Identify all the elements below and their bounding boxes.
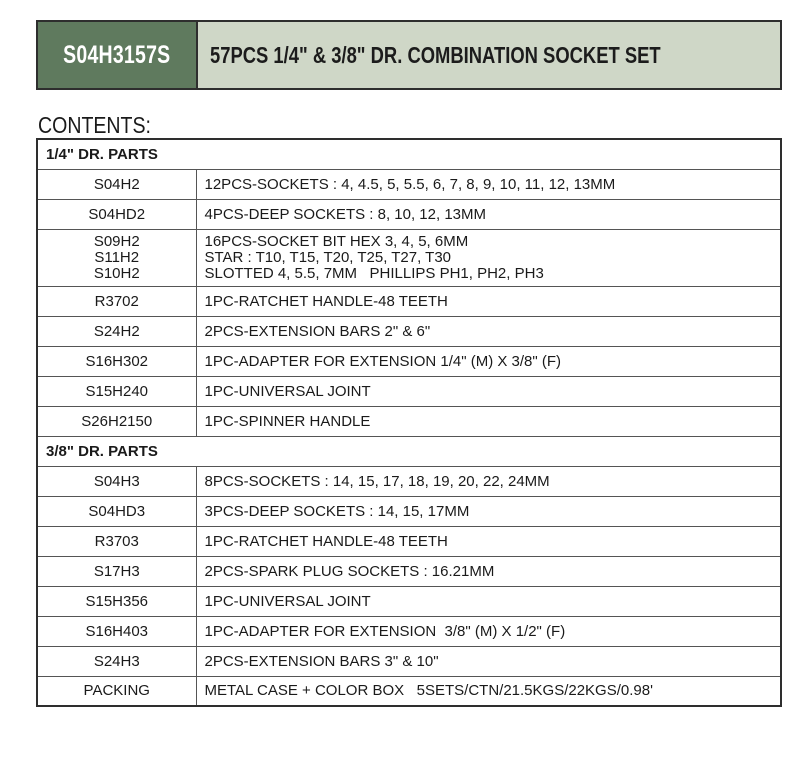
part-description-cell bbox=[196, 346, 781, 376]
part-code-cell bbox=[37, 616, 196, 646]
part-code: S10H2 bbox=[93, 264, 140, 282]
part-description-cell bbox=[196, 496, 781, 526]
table-row bbox=[37, 376, 781, 406]
part-description: 3PCS-DEEP SOCKETS : 14, 15, 17MM bbox=[204, 502, 470, 520]
part-description-cell bbox=[196, 316, 781, 346]
part-code: R3702 bbox=[94, 292, 139, 310]
table-row bbox=[37, 286, 781, 316]
part-description-cell bbox=[196, 286, 781, 316]
part-code-cell bbox=[37, 676, 196, 706]
part-code: S15H240 bbox=[85, 382, 149, 400]
part-description: 8PCS-SOCKETS : 14, 15, 17, 18, 19, 20, 22, 24MM bbox=[204, 472, 550, 490]
part-code-cell bbox=[37, 586, 196, 616]
table-row bbox=[37, 316, 781, 346]
part-code-cell bbox=[37, 556, 196, 586]
product-title: 57PCS 1/4" & 3/8" DR. COMBINATION SOCKET SET bbox=[210, 41, 661, 68]
part-code-cell bbox=[37, 286, 196, 316]
contents-label: CONTENTS: bbox=[38, 112, 151, 138]
part-description: 1PC-SPINNER HANDLE bbox=[204, 412, 371, 430]
part-code: PACKING bbox=[83, 682, 150, 700]
table-row bbox=[37, 646, 781, 676]
part-code: S04H2 bbox=[93, 175, 140, 193]
part-code: S24H3 bbox=[93, 652, 140, 670]
product-code-box bbox=[38, 22, 198, 88]
part-code-cell bbox=[37, 346, 196, 376]
part-code: S17H3 bbox=[93, 562, 140, 580]
part-code: S04HD2 bbox=[88, 205, 146, 223]
table-row bbox=[37, 496, 781, 526]
part-description-cell bbox=[196, 199, 781, 229]
part-description: 1PC-ADAPTER FOR EXTENSION 1/4" (M) X 3/8" (F) bbox=[204, 352, 562, 370]
product-title-box bbox=[198, 22, 780, 88]
part-code-cell bbox=[37, 646, 196, 676]
table-row bbox=[37, 586, 781, 616]
table-row bbox=[37, 616, 781, 646]
part-code: S09H2 bbox=[93, 232, 140, 250]
product-code: S04H3157S bbox=[63, 40, 171, 69]
part-code-cell bbox=[37, 466, 196, 496]
part-code: S16H403 bbox=[85, 622, 149, 640]
part-description: 12PCS-SOCKETS : 4, 4.5, 5, 5.5, 6, 7, 8, 9, 10, 11, 12, 13MM bbox=[204, 175, 616, 193]
part-code-cell bbox=[37, 526, 196, 556]
part-description-cell bbox=[196, 676, 781, 706]
table-row bbox=[37, 556, 781, 586]
part-code: S04HD3 bbox=[88, 502, 146, 520]
part-description: 1PC-RATCHET HANDLE-48 TEETH bbox=[204, 292, 448, 310]
part-code: S26H2150 bbox=[81, 412, 153, 430]
part-description-cell bbox=[196, 169, 781, 199]
table-row bbox=[37, 169, 781, 199]
part-description-cell bbox=[196, 526, 781, 556]
part-description: 2PCS-EXTENSION BARS 3" & 10" bbox=[204, 652, 439, 670]
part-code: S24H2 bbox=[93, 322, 140, 340]
part-code-cell bbox=[37, 169, 196, 199]
table-row bbox=[37, 526, 781, 556]
part-code-cell bbox=[37, 199, 196, 229]
part-description: METAL CASE + COLOR BOX 5SETS/CTN/21.5KGS/22KGS/0.98' bbox=[204, 682, 653, 700]
part-code: S04H3 bbox=[93, 472, 140, 490]
part-description-cell bbox=[196, 586, 781, 616]
part-description-cell bbox=[196, 646, 781, 676]
part-code-cell bbox=[37, 376, 196, 406]
part-code: R3703 bbox=[94, 532, 139, 550]
section-header-row bbox=[37, 436, 781, 466]
section-title: 1/4" DR. PARTS bbox=[37, 139, 781, 169]
part-description: 1PC-UNIVERSAL JOINT bbox=[204, 382, 371, 400]
parts-table bbox=[36, 138, 782, 707]
part-description-cell bbox=[196, 616, 781, 646]
table-row bbox=[37, 676, 781, 706]
part-description: 1PC-ADAPTER FOR EXTENSION 3/8" (M) X 1/2" (F) bbox=[204, 622, 566, 640]
part-code: S11H2 bbox=[94, 248, 140, 266]
part-description: 2PCS-EXTENSION BARS 2" & 6" bbox=[204, 322, 431, 340]
section-header-row bbox=[37, 139, 781, 169]
part-description: 1PC-RATCHET HANDLE-48 TEETH bbox=[204, 532, 448, 550]
section-title: 3/8" DR. PARTS bbox=[37, 436, 781, 466]
part-description: 1PC-UNIVERSAL JOINT bbox=[204, 592, 371, 610]
part-description-cell bbox=[196, 556, 781, 586]
table-row bbox=[37, 406, 781, 436]
part-description: 16PCS-SOCKET BIT HEX 3, 4, 5, 6MM bbox=[204, 232, 469, 250]
part-description-cell bbox=[196, 376, 781, 406]
part-description-cell bbox=[196, 229, 781, 286]
part-description: SLOTTED 4, 5.5, 7MM PHILLIPS PH1, PH2, PH3 bbox=[204, 264, 544, 282]
part-description-cell bbox=[196, 406, 781, 436]
part-description: STAR : T10, T15, T20, T25, T27, T30 bbox=[204, 248, 452, 266]
table-row bbox=[37, 229, 781, 286]
product-header bbox=[36, 20, 782, 90]
part-code: S16H302 bbox=[85, 352, 149, 370]
part-code-cell bbox=[37, 229, 196, 286]
part-code-cell bbox=[37, 316, 196, 346]
table-row bbox=[37, 199, 781, 229]
part-code-cell bbox=[37, 496, 196, 526]
part-code-cell bbox=[37, 406, 196, 436]
part-code: S15H356 bbox=[85, 592, 149, 610]
table-row bbox=[37, 466, 781, 496]
part-description: 4PCS-DEEP SOCKETS : 8, 10, 12, 13MM bbox=[204, 205, 486, 223]
table-row bbox=[37, 346, 781, 376]
part-description-cell bbox=[196, 466, 781, 496]
part-description: 2PCS-SPARK PLUG SOCKETS : 16.21MM bbox=[204, 562, 495, 580]
